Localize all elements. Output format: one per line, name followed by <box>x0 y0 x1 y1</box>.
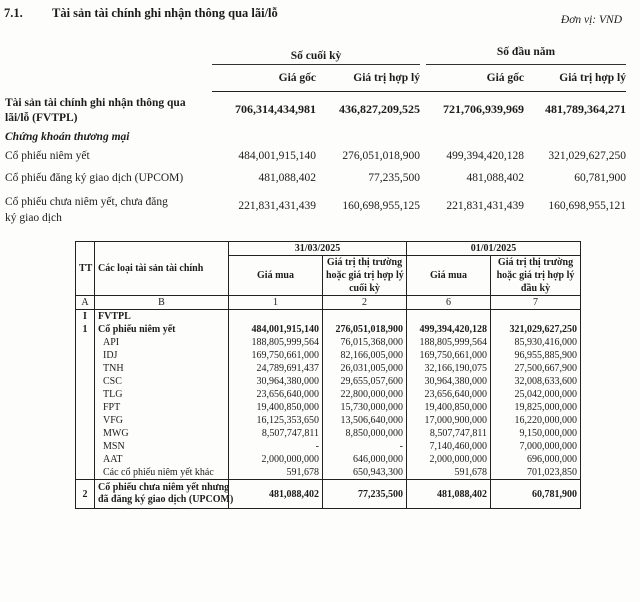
summary-label-fvtpl-cont: lãi/lỗ (FVTPL) <box>5 112 78 124</box>
row-roman-numeral: I <box>76 310 95 324</box>
cell-value: 26,031,005,000 <box>323 362 407 375</box>
cell-value: 19,400,850,000 <box>407 401 491 414</box>
cell-value: 77,235,500 <box>323 480 407 509</box>
row-fvtpl-label: FVTPL <box>95 310 229 324</box>
summary-label-fvtpl: Tài sản tài chính ghi nhận thông qua <box>5 97 186 109</box>
cell-value: 9,150,000,000 <box>491 427 581 440</box>
col-header-cost-end: Giá gốc <box>278 72 316 84</box>
index-cell: A <box>76 296 95 310</box>
cell-value: 15,730,000,000 <box>323 401 407 414</box>
row-number <box>76 336 95 349</box>
cell-value: 27,500,667,900 <box>491 362 581 375</box>
row-number: 1 <box>76 323 95 336</box>
section-number: 7.1. <box>4 6 23 20</box>
cell-value: 23,656,640,000 <box>229 388 323 401</box>
table-row <box>76 323 581 336</box>
index-cell: B <box>95 296 229 310</box>
cell-value: 7,140,460,000 <box>407 440 491 453</box>
cell-value: 24,789,691,437 <box>229 362 323 375</box>
table-row <box>76 480 581 509</box>
summary-label-unlisted-cont: ký giao dịch <box>5 212 62 224</box>
ticker-name: FPT <box>95 401 229 414</box>
cell-value: 60,781,900 <box>491 480 581 509</box>
cell-value: 16,125,353,650 <box>229 414 323 427</box>
cell-value: 2,000,000,000 <box>407 453 491 466</box>
ticker-name: IDJ <box>95 349 229 362</box>
summary-value: 481,088,402 <box>466 172 524 184</box>
table-row <box>76 440 581 453</box>
summary-value: 160,698,955,125 <box>342 200 420 212</box>
table-row <box>76 362 581 375</box>
table-row <box>76 388 581 401</box>
header-buy-price-begin: Giá mua <box>407 256 491 296</box>
cell-value: 96,955,885,900 <box>491 349 581 362</box>
header-date-end: 31/03/2025 <box>229 242 407 256</box>
cell-value: 30,964,380,000 <box>229 375 323 388</box>
cell-value: 696,000,000 <box>491 453 581 466</box>
group-divider-begin <box>426 64 626 65</box>
cell-value: 169,750,661,000 <box>407 349 491 362</box>
index-cell: 7 <box>491 296 581 310</box>
cell-value: 29,655,057,600 <box>323 375 407 388</box>
ticker-name: VFG <box>95 414 229 427</box>
cell-value: 85,930,416,000 <box>491 336 581 349</box>
col-header-cost-begin: Giá gốc <box>486 72 524 84</box>
cell-value: 276,051,018,900 <box>323 323 407 336</box>
summary-value: 499,394,420,128 <box>446 150 524 162</box>
cell-value: 32,008,633,600 <box>491 375 581 388</box>
row-number <box>76 349 95 362</box>
cell-value: 188,805,999,564 <box>407 336 491 349</box>
row-label-line-1: Cổ phiếu chưa niêm yết nhưng <box>98 482 230 493</box>
col-header-fair-end: Giá trị hợp lý <box>353 72 420 84</box>
summary-value: 160,698,955,121 <box>548 200 626 212</box>
cell-value: 13,506,640,000 <box>323 414 407 427</box>
cell-value: 22,800,000,000 <box>323 388 407 401</box>
summary-value: 484,001,915,140 <box>238 150 316 162</box>
header-asset-type: Các loại tài sản tài chính <box>95 242 229 296</box>
cell-value: 76,015,368,000 <box>323 336 407 349</box>
ticker-rows <box>76 336 581 480</box>
cell-value: 2,000,000,000 <box>229 453 323 466</box>
summary-label-upcom: Cổ phiếu đăng ký giao dịch (UPCOM) <box>5 172 184 184</box>
ticker-name: API <box>95 336 229 349</box>
cell-value: 8,850,000,000 <box>323 427 407 440</box>
cell-value: 16,220,000,000 <box>491 414 581 427</box>
table-row <box>76 414 581 427</box>
cell-value: 481,088,402 <box>229 480 323 509</box>
header-market-value-end-3: cuối kỳ <box>323 282 407 296</box>
cell-value: 591,678 <box>229 466 323 480</box>
header-market-value-begin-2: hoặc giá trị hợp lý <box>491 269 581 282</box>
section-title: Tài sản tài chính ghi nhận thông qua lãi/lỗ <box>52 6 278 20</box>
index-cell: 1 <box>229 296 323 310</box>
cell-value: 169,750,661,000 <box>229 349 323 362</box>
ticker-name: TNH <box>95 362 229 375</box>
cell-value: 321,029,627,250 <box>491 323 581 336</box>
row-number <box>76 414 95 427</box>
cell-value: 188,805,999,564 <box>229 336 323 349</box>
cell-value: 19,400,850,000 <box>229 401 323 414</box>
index-cell: 6 <box>407 296 491 310</box>
cell-value: 481,088,402 <box>407 480 491 509</box>
cell-value: - <box>229 440 323 453</box>
cell-value: 82,166,005,000 <box>323 349 407 362</box>
summary-value: 706,314,434,981 <box>235 102 316 116</box>
group-divider-end <box>212 64 420 65</box>
row-number <box>76 375 95 388</box>
table-row <box>76 349 581 362</box>
ticker-name: Các cổ phiếu niêm yết khác <box>95 466 229 480</box>
cell-value: 23,656,640,000 <box>407 388 491 401</box>
header-market-value-end: Giá trị thị trường <box>323 256 407 270</box>
cell-value: 25,042,000,000 <box>491 388 581 401</box>
summary-label-listed: Cổ phiếu niêm yết <box>5 150 90 162</box>
summary-label-unlisted: Cổ phiếu chưa niêm yết, chưa đăng <box>5 196 168 208</box>
row-number <box>76 401 95 414</box>
summary-value: 77,235,500 <box>368 172 420 184</box>
table-row <box>76 453 581 466</box>
table-row <box>76 466 581 480</box>
cell-value: 650,943,300 <box>323 466 407 480</box>
cell-value: 32,166,190,075 <box>407 362 491 375</box>
group-header-beginning-of-year: Số đầu năm <box>496 46 556 58</box>
row-label-line-2: đã đăng ký giao dịch (UPCOM) <box>98 494 234 505</box>
ticker-name: TLG <box>95 388 229 401</box>
summary-value: 276,051,018,900 <box>342 150 420 162</box>
cell-value: 484,001,915,140 <box>229 323 323 336</box>
summary-value: 221,831,431,439 <box>238 200 316 212</box>
cell-value: 591,678 <box>407 466 491 480</box>
row-label <box>95 480 234 509</box>
header-buy-price-end: Giá mua <box>229 256 323 296</box>
header-date-begin: 01/01/2025 <box>407 242 581 256</box>
ticker-name: AAT <box>95 453 229 466</box>
ticker-name: MWG <box>95 427 229 440</box>
summary-value: 436,827,209,525 <box>339 102 420 116</box>
col-header-fair-begin: Giá trị hợp lý <box>559 72 626 84</box>
header-tt: TT <box>76 242 95 296</box>
row-number <box>76 466 95 480</box>
cell-value: 19,825,000,000 <box>491 401 581 414</box>
cell-value: 646,000,000 <box>323 453 407 466</box>
row-label: Cổ phiếu niêm yết <box>95 323 229 336</box>
index-cell: 2 <box>323 296 407 310</box>
row-number <box>76 427 95 440</box>
summary-value: 221,831,431,439 <box>446 200 524 212</box>
ticker-name: CSC <box>95 375 229 388</box>
cell-value: 17,000,900,000 <box>407 414 491 427</box>
header-market-value-end-2: hoặc giá trị hợp lý <box>323 269 407 282</box>
row-number: 2 <box>76 480 95 509</box>
detail-table <box>75 241 581 509</box>
summary-value: 481,789,364,271 <box>545 102 626 116</box>
summary-label-trading-securities: Chứng khoán thương mại <box>5 131 130 143</box>
cell-value: 701,023,850 <box>491 466 581 480</box>
ticker-name: MSN <box>95 440 229 453</box>
cell-value: 7,000,000,000 <box>491 440 581 453</box>
header-market-value-begin: Giá trị thị trường <box>491 256 581 270</box>
cell-value: 499,394,420,128 <box>407 323 491 336</box>
cell-value: - <box>323 440 407 453</box>
cell-value: 30,964,380,000 <box>407 375 491 388</box>
summary-value: 60,781,900 <box>574 172 626 184</box>
row-number <box>76 453 95 466</box>
table-row <box>76 401 581 414</box>
header-rule <box>212 91 626 92</box>
header-market-value-begin-3: đầu kỳ <box>491 282 581 296</box>
row-number <box>76 440 95 453</box>
summary-value: 321,029,627,250 <box>548 150 626 162</box>
row-number <box>76 388 95 401</box>
cell-value: 8,507,747,811 <box>229 427 323 440</box>
cell-value: 8,507,747,811 <box>407 427 491 440</box>
table-row <box>76 375 581 388</box>
row-number <box>76 362 95 375</box>
table-row <box>76 427 581 440</box>
summary-value: 721,706,939,969 <box>443 102 524 116</box>
summary-value: 481,088,402 <box>258 172 316 184</box>
group-header-end-of-period: Số cuối kỳ <box>290 50 342 62</box>
currency-unit: Đơn vị: VND <box>560 14 622 26</box>
table-row <box>76 336 581 349</box>
